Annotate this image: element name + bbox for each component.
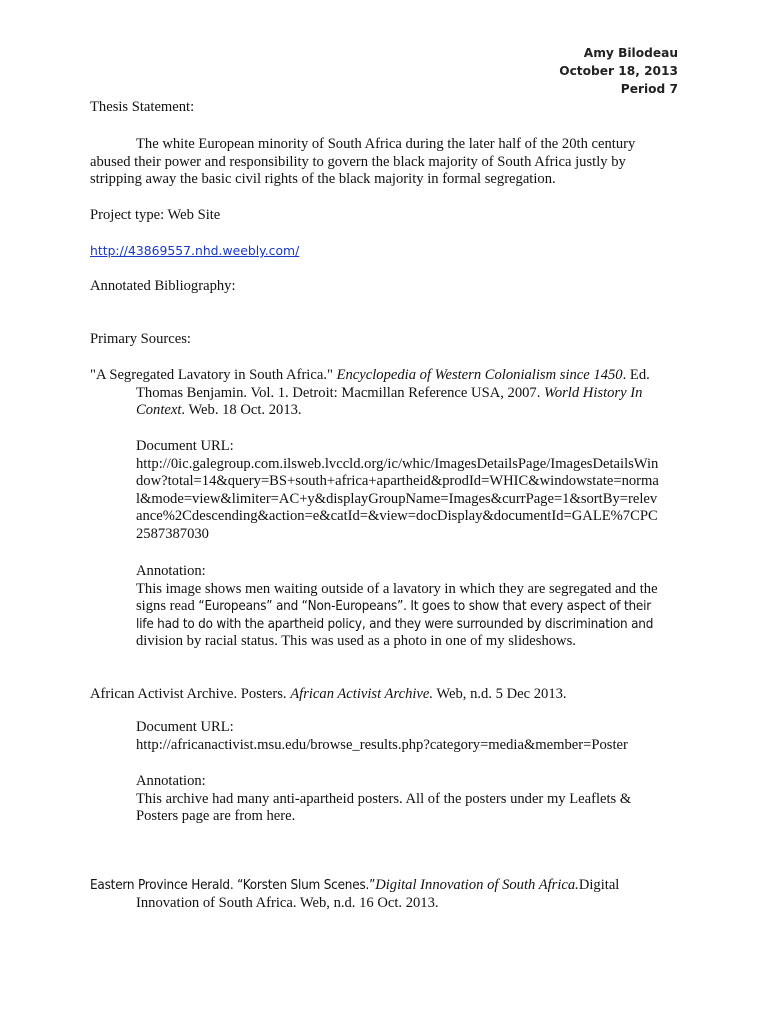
citation-text: African Activist Archive. Posters. (90, 686, 291, 702)
citation-text: Thomas Benjamin. Vol. 1. Detroit: Macmillan Reference USA, 2007. (136, 384, 545, 401)
document-url-label: Document URL: (136, 719, 234, 735)
project-type: Project type: Web Site (90, 207, 221, 223)
document-url-text: http://africanactivist.msu.edu/browse_results.php?category=media&member=Poster (136, 736, 628, 753)
document-url-block (136, 438, 680, 544)
citation-african-activist-archive (90, 686, 680, 704)
document-url-block (136, 719, 680, 754)
document-url-text: ance%2Cdescending&action=e&catId=&view=docDisplay&documentId=GALE%7CPC (136, 508, 658, 525)
annotation-text: “Europeans” and “Non-Europeans”. It goes to show that every aspect of their (198, 599, 652, 615)
citation-title: Context (136, 402, 182, 419)
author-header (559, 44, 678, 98)
document-url-label: Document URL: (136, 438, 234, 454)
annotation-line: This image shows men waiting outside of a lavatory in which they are segregated and the (136, 580, 658, 597)
annotation-line: This archive had many anti-apartheid posters. All of the posters under my Leaflets & (136, 790, 632, 807)
annotation-label: Annotation: (136, 563, 206, 579)
thesis-line: abused their power and responsibility to govern the black majority of South Africa justly by (90, 153, 626, 170)
primary-sources-heading: Primary Sources: (90, 331, 191, 347)
annotation-line: division by racial status. This was used as a photo in one of my slideshows. (136, 633, 576, 650)
citation-line (90, 385, 680, 403)
citation-title: African Activist Archive. (290, 686, 434, 702)
citation-line (90, 402, 680, 420)
bibliography-heading: Annotated Bibliography: (90, 278, 236, 294)
citation-text: "A Segregated Lavatory in South Africa." (90, 367, 337, 383)
annotation-text: signs read (136, 598, 199, 615)
annotation-line: life had to do with the apartheid policy, and they were surrounded by discrimination and (136, 616, 654, 632)
citation-line: Innovation of South Africa. Web, n.d. 16 Oct. 2013. (136, 894, 439, 911)
citation-line (90, 367, 680, 385)
citation-text: Digital (578, 877, 620, 893)
annotation-line (136, 598, 680, 616)
project-website-link[interactable]: http://43869557.nhd.weebly.com/ (90, 243, 300, 258)
document-date: October 18, 2013 (559, 64, 678, 78)
citation-text: . Web. 18 Oct. 2013. (181, 402, 302, 419)
citation-segregated-lavatory (90, 367, 680, 420)
citation-line (90, 686, 680, 704)
project-link-row (90, 242, 680, 261)
class-period: Period 7 (620, 82, 678, 96)
thesis-paragraph (90, 136, 680, 189)
citation-text: Eastern Province Herald. “Korsten Slum Scenes.” (90, 878, 376, 893)
author-name: Amy Bilodeau (583, 46, 678, 60)
citation-title: Encyclopedia of Western Colonialism since 1450 (336, 367, 623, 383)
citation-title: Digital Innovation of South Africa. (375, 877, 579, 893)
document-url-text: http://0ic.galegroup.com.ilsweb.lvccld.org/ic/whic/ImagesDetailsPage/ImagesDetailsWin (136, 455, 659, 472)
annotation-block (136, 563, 680, 651)
thesis-line: stripping away the basic civil rights of the black majority in formal segregation. (90, 171, 556, 188)
document-url-text: 2587387030 (136, 525, 209, 542)
document-url-text: dow?total=14&query=BS+south+africa+apartheid&prodId=WHIC&windowstate=norma (136, 473, 659, 490)
annotation-label: Annotation: (136, 773, 206, 789)
citation-line (90, 877, 680, 895)
annotation-block (136, 773, 680, 826)
thesis-heading: Thesis Statement: (90, 99, 195, 115)
citation-text: . Ed. (622, 367, 650, 383)
citation-text: Web, n.d. 5 Dec 2013. (433, 686, 567, 702)
citation-korsten-slum-scenes (90, 877, 680, 912)
thesis-line: The white European minority of South Africa during the later half of the 20th century (136, 136, 636, 152)
citation-title: World History In (544, 384, 643, 401)
document-url-text: l&mode=view&limiter=AC+y&displayGroupName=Images&currPage=1&sortBy=relev (136, 490, 658, 507)
annotation-line: Posters page are from here. (136, 808, 296, 825)
